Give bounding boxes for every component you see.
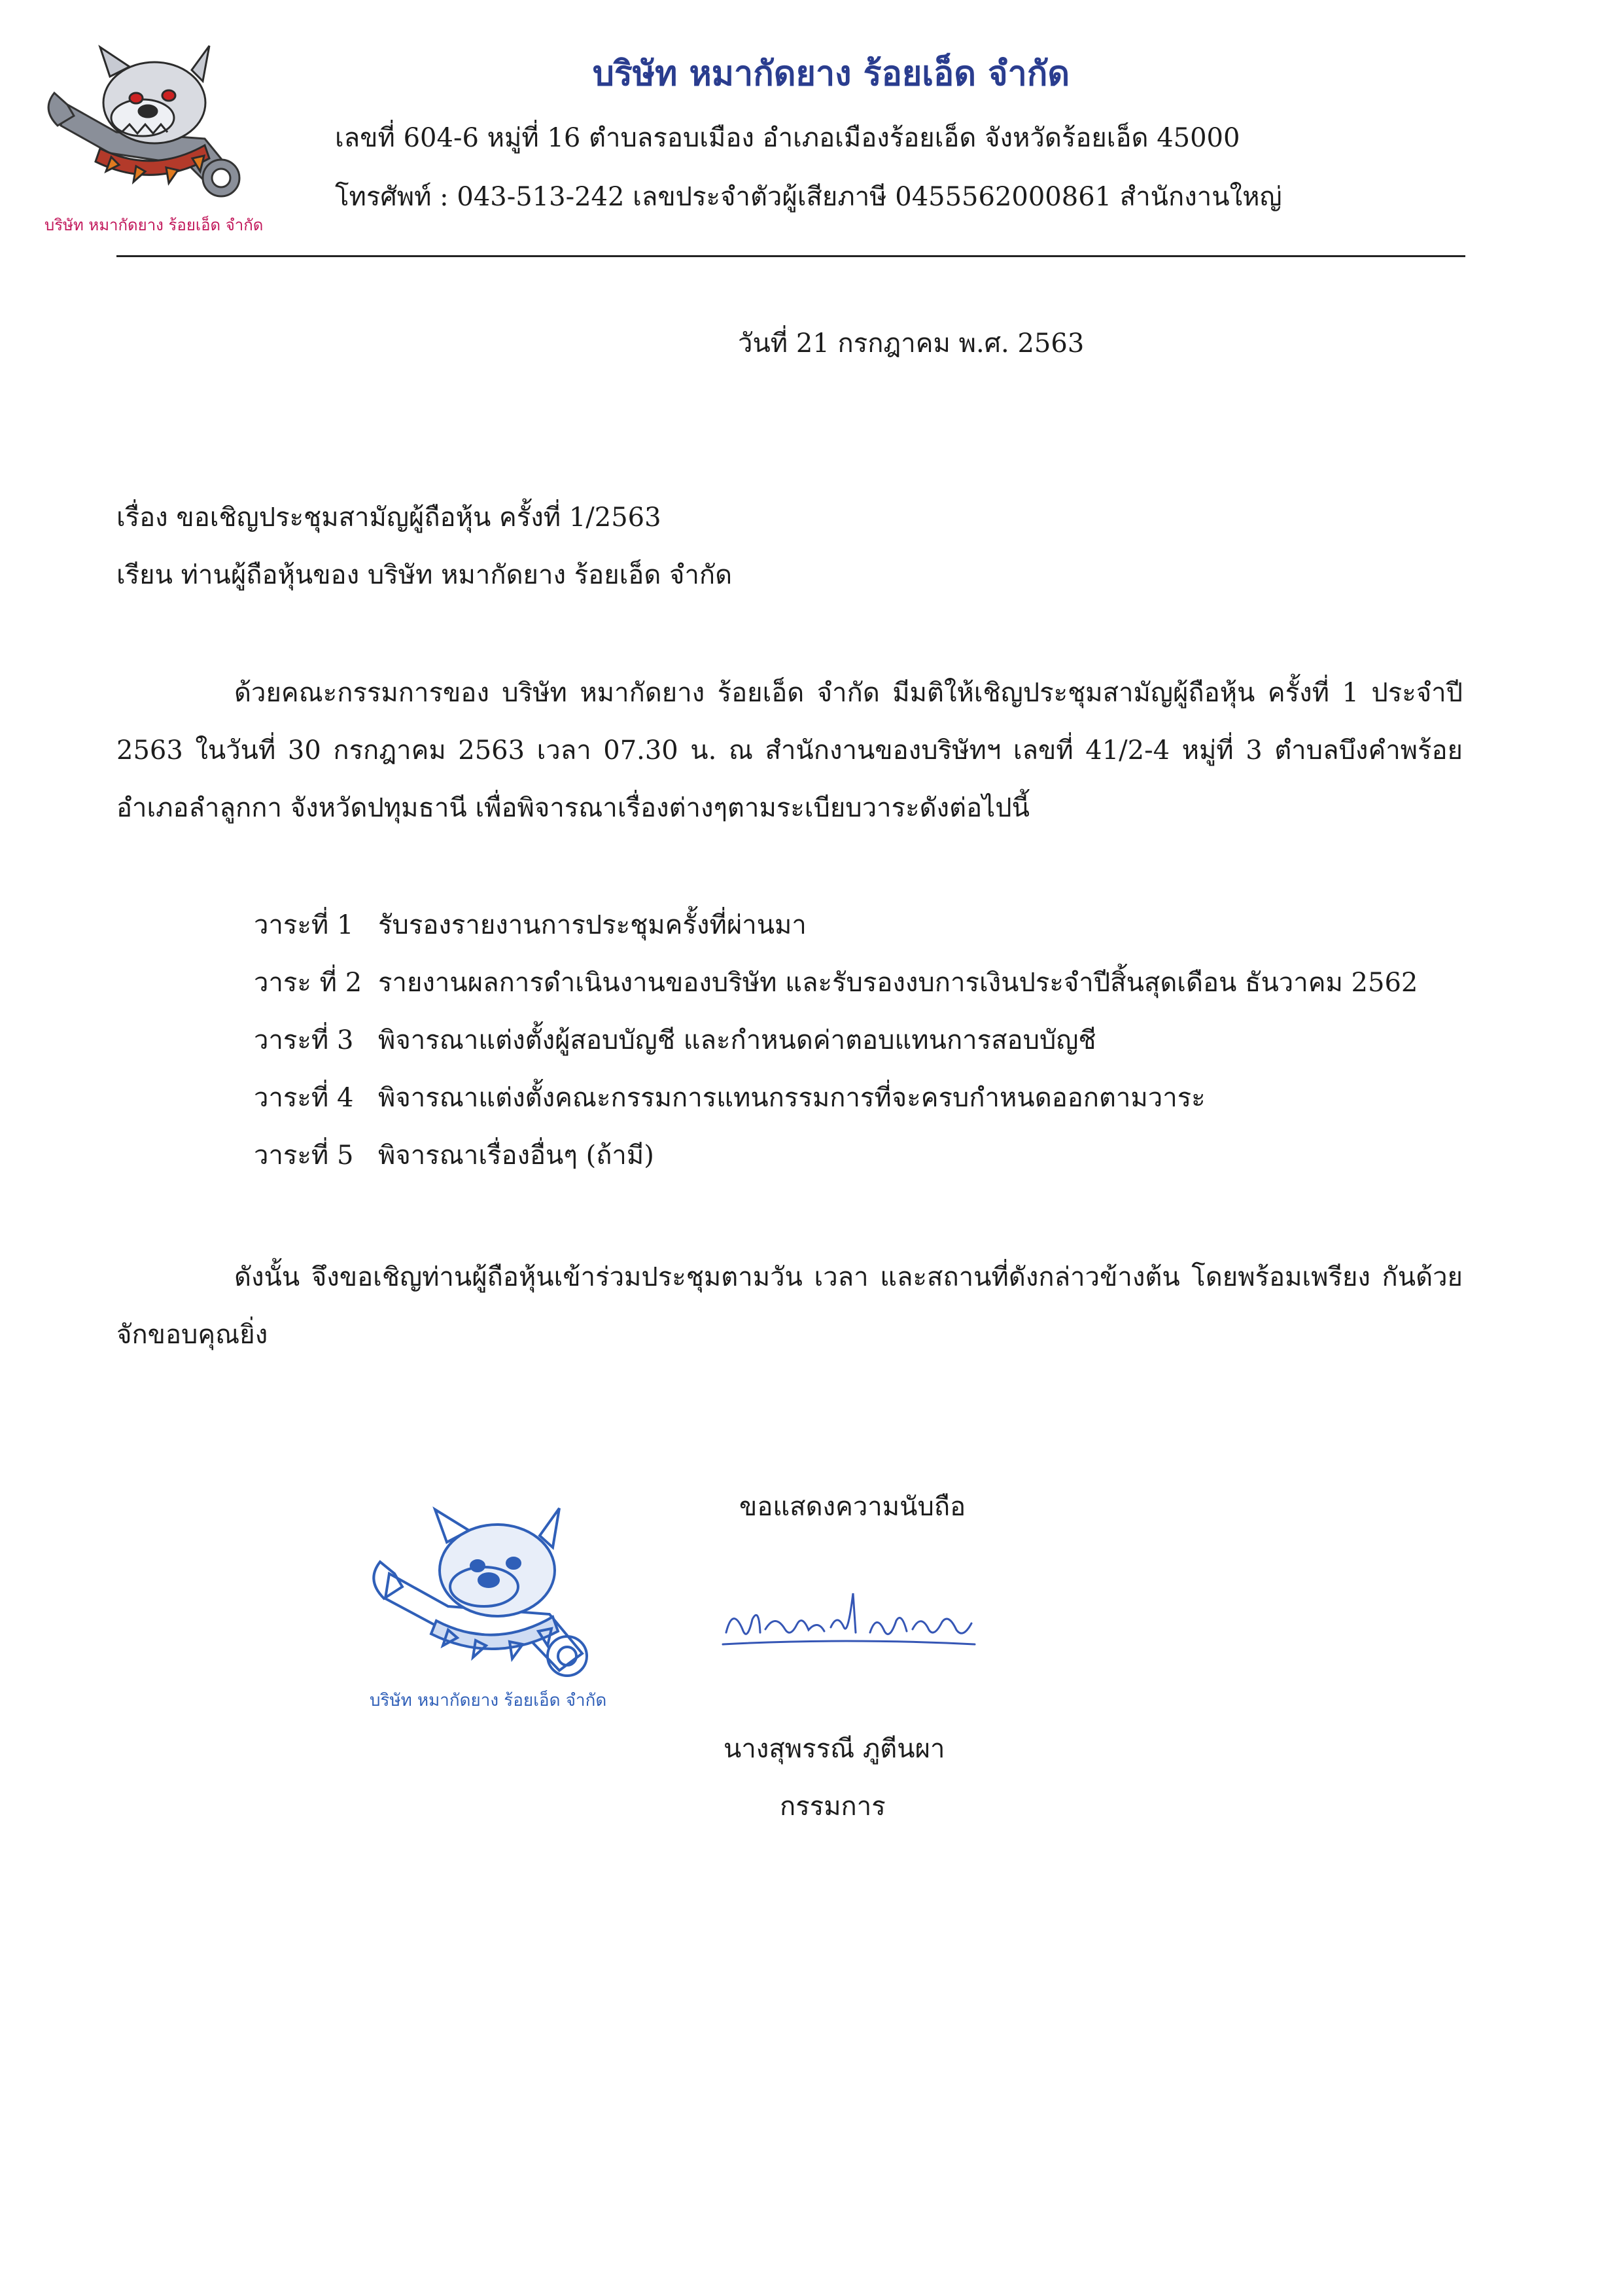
letter-subject: เรื่อง ขอเชิญประชุมสามัญผู้ถือหุ้น ครั้งที่ 1/2563 xyxy=(116,503,661,533)
agenda-item xyxy=(254,954,1418,1012)
agenda-label: วาระที่ 5 xyxy=(254,1140,354,1171)
closing-salutation: ขอแสดงความนับถือ xyxy=(739,1492,966,1522)
agenda-list xyxy=(254,896,1418,1184)
agenda-text: พิจารณาเรื่องอื่นๆ (ถ้ามี) xyxy=(378,1140,654,1171)
company-stamp xyxy=(363,1502,638,1718)
signer-title: กรรมการ xyxy=(780,1792,886,1822)
stamp-caption: บริษัท หมากัดยาง ร้อยเอ็ด จำกัด xyxy=(370,1691,607,1710)
company-address: เลขที่ 604-6 หมู่ที่ 16 ตำบลรอบเมือง อำเภอเมืองร้อยเอ็ด จังหวัดร้อยเอ็ด 45000 xyxy=(335,123,1240,153)
letter-recipient: เรียน ท่านผู้ถือหุ้นของ บริษัท หมากัดยาง ร้อยเอ็ด จำกัด xyxy=(116,560,733,590)
agenda-item xyxy=(254,1127,1418,1184)
agenda-label: วาระที่ 1 xyxy=(254,910,354,940)
body-paragraph-1: ด้วยคณะกรรมการของ บริษัท หมากัดยาง ร้อยเอ็ด จำกัด มีมติให้เชิญประชุมสามัญผู้ถือหุ้น ครั้งที่ 1 ประจำปี 2563 ในวันที่ 30 กรกฎาคม 2563 เวลา 07.30 น. ณ สำนักงานของบริษัทฯ เลขที่ 41/2-4 หมู่ที่ 3 ตำบลบึงคำพร้อย อำเภอลำลูกกา จังหวัดปทุมธานี เพื่อพิจารณาเรื่องต่างๆตามระเบียบวาระดังต่อไปนี้ xyxy=(116,678,1463,823)
logo-caption: บริษัท หมากัดยาง ร้อยเอ็ด จำกัด xyxy=(44,216,264,234)
company-phone-tax-id: โทรศัพท์ : 043-513-242 เลขประจำตัวผู้เสียภาษี 0455562000861 สำนักงานใหญ่ xyxy=(335,182,1282,212)
header-divider xyxy=(116,255,1465,257)
agenda-text: รับรองรายงานการประชุมครั้งที่ผ่านมา xyxy=(378,910,807,940)
agenda-label: วาระที่ 4 xyxy=(254,1083,354,1113)
agenda-item xyxy=(254,1012,1418,1069)
agenda-text: พิจารณาแต่งตั้งผู้สอบบัญชี และกำหนดค่าตอบแทนการสอบบัญชี xyxy=(378,1025,1096,1055)
agenda-label: วาระที่ 3 xyxy=(254,1025,354,1055)
agenda-label: วาระ ที่ 2 xyxy=(254,968,362,998)
agenda-item xyxy=(254,896,1418,954)
handwritten-signature xyxy=(713,1567,988,1665)
agenda-text: รายงานผลการดำเนินงานของบริษัท และรับรองงบการเงินประจำปีสิ้นสุดเดือน ธันวาคม 2562 xyxy=(378,968,1418,998)
signer-name: นางสุพรรณี ภูตีนผา xyxy=(724,1734,945,1764)
body-paragraph-2: ดังนั้น จึงขอเชิญท่านผู้ถือหุ้นเข้าร่วมประชุมตามวัน เวลา และสถานที่ดังกล่าวข้างต้น โดยพร้อมเพรียง กันด้วย จักขอบคุณยิ่ง xyxy=(116,1262,1463,1350)
agenda-item xyxy=(254,1069,1418,1127)
letter-date: วันที่ 21 กรกฎาคม พ.ศ. 2563 xyxy=(738,328,1085,359)
agenda-text: พิจารณาแต่งตั้งคณะกรรมการแทนกรรมการที่จะครบกำหนดออกตามวาระ xyxy=(378,1083,1206,1113)
company-name: บริษัท หมากัดยาง ร้อยเอ็ด จำกัด xyxy=(592,54,1070,94)
